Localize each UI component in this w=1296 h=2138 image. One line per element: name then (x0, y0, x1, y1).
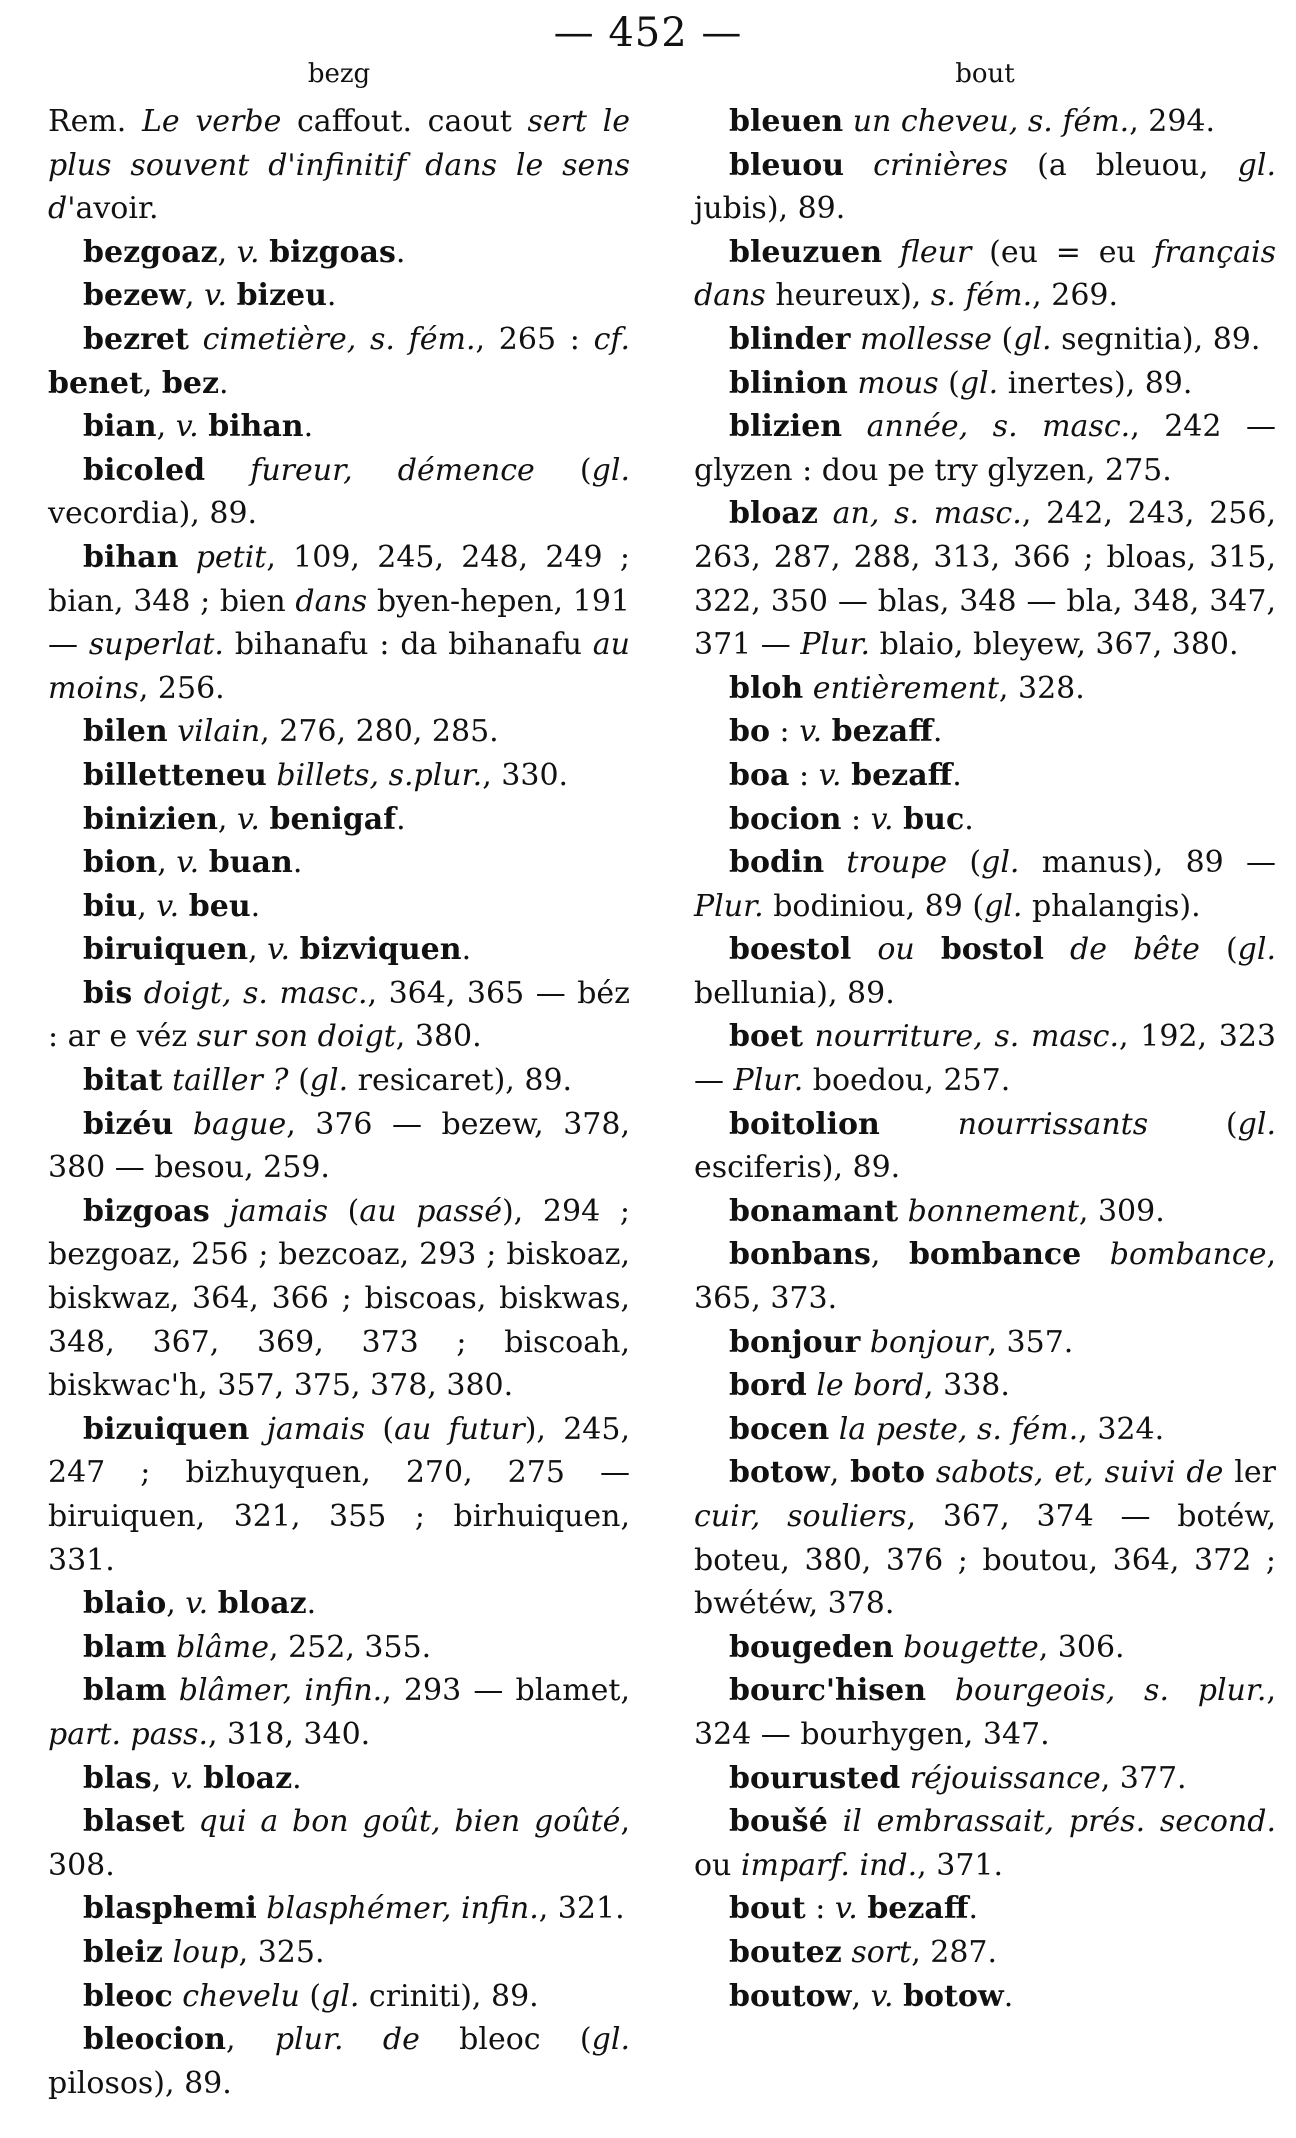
left-entries (48, 100, 630, 2105)
dictionary-entry: boušé il embrassait, prés. second. ou imparf. ind., 371. (694, 1804, 1276, 1883)
dictionary-entry: blas, v. bloaz. (83, 1760, 302, 1796)
dictionary-entry: bizuiquen jamais (au futur), 245, 247 ; bizhuyquen, 270, 275 — biruiquen, 321, 355 ; birhuiquen, 331. (48, 1411, 630, 1578)
dictionary-entry: bonamant bonnement, 309. (729, 1193, 1165, 1229)
dictionary-entry: boestol ou bostol de bête (gl. bellunia), 89. (694, 932, 1276, 1011)
dictionary-entry: blam blâmer, infin., 293 — blamet, part. pass., 318, 340. (48, 1673, 630, 1752)
dictionary-entry: blaset qui a bon goût, bien goûté, 308. (48, 1804, 630, 1883)
dictionary-entry: bis doigt, s. masc., 364, 365 — béz : ar e véz sur son doigt, 380. (48, 975, 630, 1055)
dictionary-entry: bocion : v. buc. (729, 801, 974, 837)
dictionary-entry: bezret cimetière, s. fém., 265 : cf. benet, bez. (48, 321, 630, 401)
dictionary-entry: bougeden bougette, 306. (729, 1629, 1125, 1665)
right-entries (694, 100, 1276, 2018)
left-column (48, 54, 630, 2105)
dictionary-entry: boet nourriture, s. masc., 192, 323 — Plur. boedou, 257. (694, 1019, 1276, 1099)
dictionary-entry: Rem. Le verbe caffout. caout sert le plus souvent d'infinitif dans le sens d'avoir. (48, 104, 630, 227)
dictionary-entry: botow, boto sabots, et, suivi de ler cuir, souliers, 367, 374 — botéw, boteu, 380, 376 ; boutou, 364, 372 ; bwétéw, 378. (694, 1455, 1277, 1622)
dictionary-entry: blinder mollesse (gl. segnitia), 89. (729, 321, 1261, 357)
dictionary-entry: bout : v. bezaff. (729, 1891, 979, 1927)
dictionary-entry: boa : v. bezaff. (729, 757, 962, 793)
dictionary-entry: biruiquen, v. bizviquen. (83, 932, 472, 968)
right-running-head: bout (955, 59, 1015, 89)
dictionary-entry: boitolion nourrissants (gl. esciferis), 89. (694, 1106, 1276, 1186)
dictionary-entry: bord le bord, 338. (729, 1368, 1010, 1404)
dictionary-entry: bodin troupe (gl. manus), 89 — Plur. bodiniou, 89 (gl. phalangis). (694, 845, 1276, 924)
dictionary-entry: bleuzuen fleur (eu = eu français dans heureux), s. fém., 269. (694, 234, 1276, 314)
dictionary-entry: bourusted réjouissance, 377. (729, 1760, 1187, 1796)
dictionary-entry: bonjour bonjour, 357. (729, 1324, 1074, 1360)
dictionary-entry: bian, v. bihan. (83, 409, 314, 445)
dictionary-entry: biu, v. beu. (83, 888, 261, 924)
dictionary-entry: bizéu bague, 376 — bezew, 378, 380 — besou, 259. (48, 1106, 630, 1186)
dictionary-entry: bleuou crinières (a bleuou, gl. jubis), 89. (694, 147, 1276, 227)
page-number: — 452 — (553, 10, 743, 56)
dictionary-entry: bloh entièrement, 328. (729, 670, 1085, 706)
dictionary-entry: bitat tailler ? (gl. resicaret), 89. (83, 1063, 573, 1099)
dictionary-entry: boutow, v. botow. (729, 1978, 1014, 2014)
dictionary-entry: bocen la peste, s. fém., 324. (729, 1411, 1165, 1447)
dictionary-entry: blinion mous (gl. inertes), 89. (729, 365, 1193, 401)
dictionary-entry: billetteneu billets, s.plur., 330. (83, 757, 569, 793)
dictionary-entry: bion, v. buan. (83, 845, 303, 881)
dictionary-entry: bo : v. bezaff. (729, 714, 943, 750)
dictionary-entry: bonbans, bombance bombance, 365, 373. (694, 1237, 1276, 1317)
dictionary-entry: bezew, v. bizeu. (83, 278, 337, 314)
left-running-head: bezg (307, 59, 371, 89)
dictionary-entry: bicoled fureur, démence (gl. vecordia), 89. (48, 452, 630, 532)
dictionary-entry: bezgoaz, v. bizgoas. (83, 234, 406, 270)
dictionary-entry: blaio, v. bloaz. (83, 1586, 317, 1622)
dictionary-entry: bilen vilain, 276, 280, 285. (83, 714, 499, 750)
dictionary-entry: bleuen un cheveu, s. fém., 294. (729, 104, 1216, 139)
dictionary-entry: bizgoas jamais (au passé), 294 ; bezgoaz, 256 ; bezcoaz, 293 ; biskoaz, biskwaz, 364, 366 ; biscoas, biskwas, 348, 367, 369, 373 ; biscoah, biskwac'h, 357, 375, 378, 380. (48, 1193, 630, 1404)
dictionary-entry: boutez sort, 287. (729, 1934, 998, 1970)
dictionary-entry: bleoc chevelu (gl. criniti), 89. (83, 1978, 539, 2014)
dictionary-entry: bleocion, plur. de bleoc (gl. pilosos), 89. (48, 2022, 630, 2101)
dictionary-entry: bleiz loup, 325. (83, 1934, 325, 1970)
dictionary-entry: blizien année, s. masc., 242 — glyzen : dou pe try glyzen, 275. (694, 409, 1276, 488)
dictionary-entry: bloaz an, s. masc., 242, 243, 256, 263, 287, 288, 313, 366 ; bloas, 315, 322, 350 — blas, 348 — bla, 348, 347, 371 — Plur. blaio, bleyew, 367, 380. (694, 496, 1276, 663)
dictionary-entry: bourc'hisen bourgeois, s. plur., 324 — bourhygen, 347. (694, 1673, 1276, 1752)
dictionary-entry: blasphemi blasphémer, infin., 321. (83, 1891, 625, 1927)
dictionary-entry: blam blâme, 252, 355. (83, 1629, 432, 1665)
dictionary-entry: bihan petit, 109, 245, 248, 249 ; bian, 348 ; bien dans byen-hepen, 191 — superlat. bihanafu : da bihanafu au moins, 256. (48, 539, 630, 706)
dictionary-entry: binizien, v. benigaf. (83, 801, 406, 837)
right-column (694, 54, 1276, 2018)
